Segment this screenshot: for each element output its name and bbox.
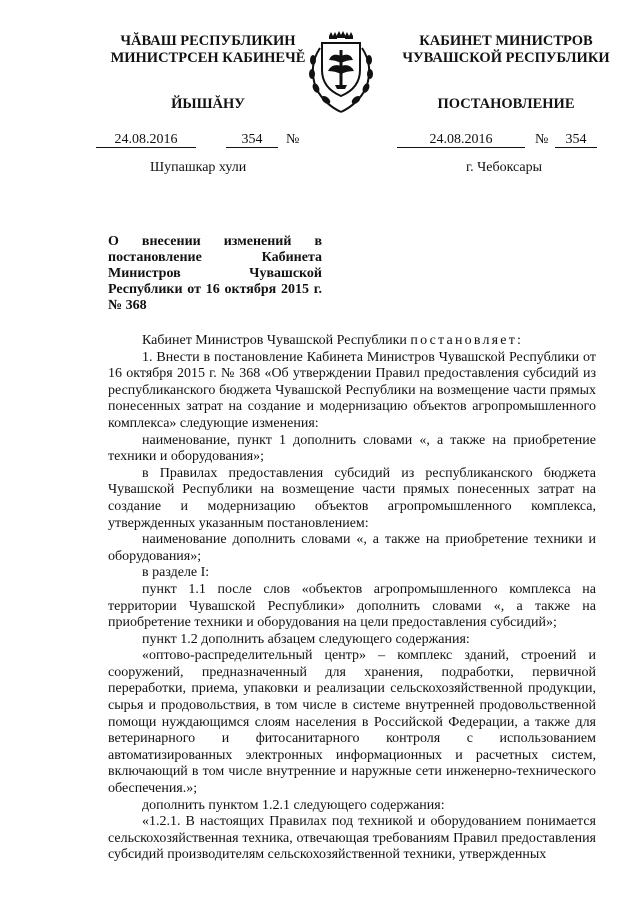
coat-of-arms-icon	[302, 30, 380, 116]
body-paragraph: наименование дополнить словами «, а также на приобретение техники и оборудования»;	[108, 532, 596, 564]
body-paragraph: в Правилах предоставления субсидий из республиканского бюджета Чувашской Республики на возмещение части прямых понесенных затрат на создание и модернизацию объектов агропромышленного комплекса, утвержденных указанным постановлением:	[108, 465, 596, 531]
header-right-line1: КАБИНЕТ МИНИСТРОВ	[419, 33, 593, 49]
intro-verb: постановляет:	[410, 333, 524, 348]
date-right: 24.08.2016	[397, 132, 525, 148]
intro-paragraph	[108, 333, 596, 350]
body-paragraph: в разделе I:	[142, 565, 210, 581]
body-paragraph: пункт 1.2 дополнить абзацем следующего содержания:	[142, 631, 470, 647]
body-paragraph: 1. Внести в постановление Кабинета Министров Чувашской Республики от 16 октября 2015 г. № 368 «Об утверждении Правил предоставления субсидий из республиканского бюджета Чувашской Республики на возмещение части прямых понесенных затрат на создание и модернизацию объектов агропромышленного комплекса» следующие изменения:	[108, 349, 596, 431]
header-left	[88, 33, 328, 67]
header-left-line1: ЧĂВАШ РЕСПУБЛИКИН	[120, 33, 296, 49]
doctype-right: ПОСТАНОВЛЕНИЕ	[437, 96, 575, 112]
header-right	[386, 33, 626, 67]
body-paragraph: наименование, пункт 1 дополнить словами «, а также на приобретение техники и оборудования»;	[108, 432, 596, 465]
body-paragraph: дополнить пунктом 1.2.1 следующего содержания:	[142, 797, 445, 813]
date-number-right	[397, 132, 597, 148]
body-paragraph: «1.2.1. В настоящих Правилах под техникой и оборудованием понимается сельскохозяйственная техника, отвечающая требованиям Правил предоставления субсидий производителям сельскохозяйственной техники, утвержденных	[108, 814, 596, 863]
header-left-line2: МИНИСТРСЕН КАБИНЕЧĚ	[110, 50, 306, 66]
body-paragraph: пункт 1.1 после слов «объектов агропромышленного комплекса на территории Чувашской Республики» дополнить словами «, а также на приобретение техники и оборудования на цели предоставления субсидий»;	[108, 581, 596, 631]
place-right: г. Чебоксары	[466, 160, 543, 175]
number-left: 354	[226, 132, 278, 148]
date-left: 24.08.2016	[96, 132, 196, 148]
body-paragraph: «оптово-распределительный центр» – комплекс зданий, строений и сооружений, предназначенный для хранения, подработки, первичной переработки, приема, упаковки и реализации сельскохозяйственной продукции, сырья и продовольствия, в том числе в системе внутренней продовольственной помощи нуждающимся слоям населения в Российской Федерации, а также для ветеринарного и фитосанитарного контроля с использованием автоматизированных электронных информационных и расчетных систем, включающий в том числе внутренние и наружные сети инженерно-технического обеспечения.»;	[108, 648, 596, 797]
number-right: 354	[555, 132, 597, 148]
header-right-line2: ЧУВАШСКОЙ РЕСПУБЛИКИ	[402, 50, 610, 66]
date-number-left	[96, 132, 311, 148]
number-label-right: №	[535, 132, 549, 147]
intro-prefix: Кабинет Министров Чувашской Республики	[142, 333, 407, 348]
number-label-left: №	[286, 132, 300, 147]
place-left: Шупашкар хули	[150, 160, 247, 175]
document-body	[108, 333, 596, 864]
document-title: О внесении изменений в постановление Кабинета Министров Чувашской Республики от 16 октября 2015 г. № 368	[108, 234, 322, 313]
doctype-left: ЙЫШĂНУ	[171, 96, 245, 112]
